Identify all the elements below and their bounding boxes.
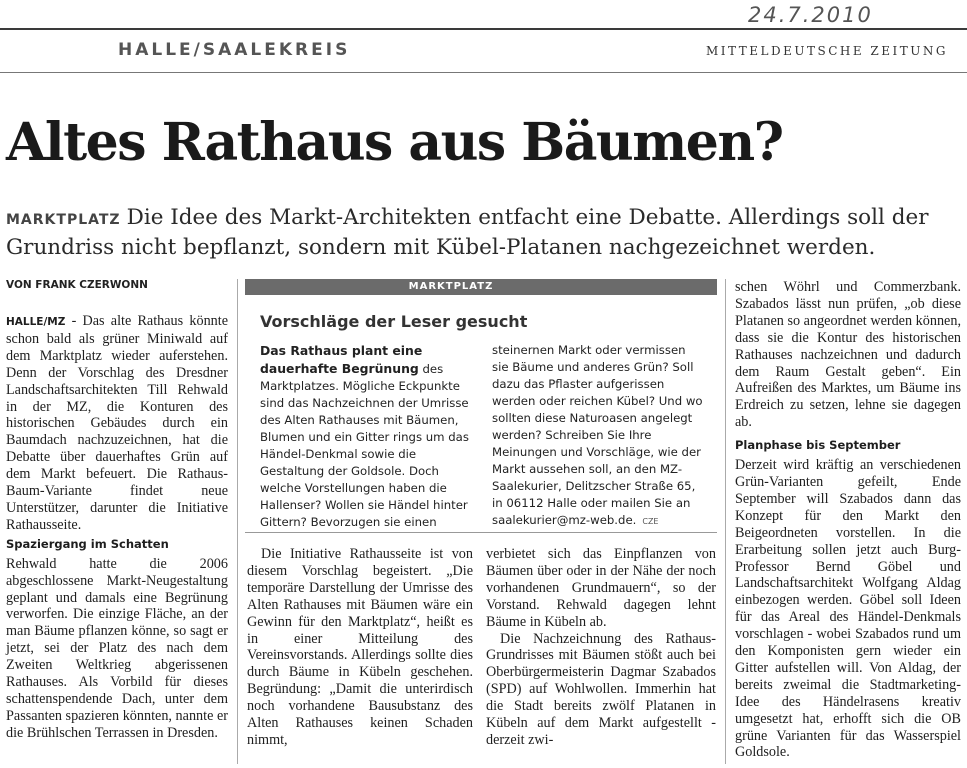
- dateline: HALLE/MZ: [6, 316, 66, 328]
- top-rule: [0, 28, 967, 30]
- infobox-bar: [245, 279, 717, 295]
- infobox-left-text: des Marktplatzes. Mögliche Eckpunkte sind das Nachzeichnen der Umrisse des Alten Rathauses mit Bäumen, Blumen und ein Gitter rings um das Händel-Denkmal sowie die Gestaltung der Goldsole. Doch welche Vorstellungen haben die Hallenser? Wollen sie Händel hinter Gittern? Bevorzugen sie einen: [260, 362, 469, 529]
- section-title: HALLE/SAALEKREIS: [118, 40, 351, 60]
- section-rule: [0, 72, 967, 73]
- col1-text: - Das alte Rathaus könnte schon bald als grüner Miniwald auf dem Marktplatz wieder auferstehen. Denn der Vorschlag des Dresdner Landschaftsarchitekten Till Rehwald in der MZ, die Konturen des historischen Gebäudes durch ein Baumdach nachzuzeichnen, hat die Debatte über dauerhaftes Grün auf dem Markt befeuert. Die Rathaus-Baum-Variante findet neue Unterstützer, darunter die Initiative Rathausseite.: [6, 313, 228, 533]
- byline: VON FRANK CZERWONN: [6, 279, 148, 291]
- column-divider-right: [725, 279, 726, 764]
- col4-paragraph-2: Derzeit wird kräftig an verschiedenen Grün-Varianten gefeilt, Ende September will Szabados dann das Konzept für den Markt den Beigeordneten vorstellen. In die Erarbeitung sollen jetzt auch Burg-Professor Bernd Göbel und Landschaftsarchitekt Wolfgang Aldag einbezogen werden. Göbel soll Ideen für das Areal des Händel-Denkmals vorschlagen - wobei Szabados rund um den Komponisten gern wieder ein Gitter aufstellen will. Von Aldag, der bereits zweimal die Stadtmarketing-Idee des Händelrasens kreativ umgesetzt hat, erhofft sich die OB grüne Varianten für das Wasserspiel Goldsole.: [735, 457, 961, 761]
- infobox-right-column: [492, 342, 704, 530]
- infobox-bar-label: MARKTPLATZ: [408, 281, 494, 292]
- col2-paragraph: Die Initiative Rathausseite ist von diesem Vorschlag begeistert. „Die temporäre Darstellung der Umrisse des Alten Rathauses mit Bäumen wäre ein Gewinn für den Marktplatz“, heißt es in einer Mitteilung des Vereinsvorstands. Allerdings sollte dies durch Bäume in Kübeln geschehen. Begründung: „Damit die unterirdisch noch vorhandene Bausubstanz des Alten Rathauses keinen Schaden nimmt,: [247, 546, 473, 748]
- col1-paragraph-1: [6, 313, 228, 534]
- col4-subheading: Planphase bis September: [735, 438, 901, 453]
- kicker: MARKTPLATZ: [6, 212, 121, 228]
- col1-subheading: Spaziergang im Schatten: [6, 536, 169, 551]
- infobox-left-column: [260, 342, 476, 531]
- handwritten-date: 24.7.2010: [748, 3, 873, 27]
- column-3: [486, 546, 716, 749]
- infobox-title: Vorschläge der Leser gesucht: [260, 312, 528, 331]
- subhead-text: Die Idee des Markt-Architekten entfacht eine Debatte. Allerdings soll der Grundriss nicht bepflanzt, sondern mit Kübel-Platanen nachgezeichnet werden.: [6, 205, 929, 260]
- headline: Altes Rathaus aus Bäumen?: [6, 112, 783, 173]
- column-4: [735, 279, 961, 761]
- column-1: [6, 313, 228, 742]
- col4-paragraph-1: schen Wöhrl und Commerzbank. Szabados lässt nun prüfen, „ob diese Platanen so angeordnet werden können, dass sie die Kontur des historischen Rathauses nachzeichnen und dadurch dem Raum Gestalt geben“. Ein Aufreißen des Marktes, um Bäume ins Erdreich zu setzen, lehne sie dagegen ab.: [735, 279, 961, 431]
- infobox-lead: Das Rathaus plant eine dauerhafte Begrünung: [260, 343, 423, 376]
- infobox-right-text: steinernen Markt oder vermissen sie Bäume und anderes Grün? Soll dazu das Pflaster aufgerissen werden oder reichen Kübel? Und wo sollten diese Naturoasen angelegt werden? Schreiben Sie Ihre Meinungen und Vorschläge, wie der Markt aussehen soll, an den MZ-Saalekurier, Delitzscher Straße 65, in 06112 Halle oder mailen Sie an saalekurier@mz-web.de.: [492, 343, 703, 527]
- column-divider: [237, 279, 238, 764]
- subheadline: [6, 204, 961, 261]
- col1-paragraph-2: Rehwald hatte die 2006 abgeschlossene Markt-Neugestaltung geplant und damals eine Begrünung verworfen. Die einzige Fläche, an der man Bäume pflanzen könne, so sagt er jetzt, sei der Platz des nach dem Zweiten Weltkrieg abgerissenen Rathauses. Als Vorbild für dieses schattenspendende Dach, unter dem Passanten spazieren könnten, nannte er die Brühlschen Terrassen in Dresden.: [6, 555, 228, 741]
- col3-paragraph-1: verbietet sich das Einpflanzen von Bäumen über oder in der Nähe der noch vorhandenen Grundmauern“, so der Vorstand. Rehwald dagegen lehnt Bäume in Kübeln ab.: [486, 546, 716, 630]
- newspaper-name: MITTELDEUTSCHE ZEITUNG: [706, 44, 948, 58]
- infobox-bottom-rule: [245, 532, 717, 533]
- col3-paragraph-2: Die Nachzeichnung des Rathaus-Grundrisses mit Bäumen stößt auch bei Oberbürgermeisterin Dagmar Szabados (SPD) auf Wohlwollen. Immerhin hat die Stadt bereits zwölf Platanen in Kübeln auf dem Markt aufgestellt - derzeit zwi-: [486, 630, 716, 748]
- infobox-signature: CZE: [642, 517, 659, 526]
- column-2: [247, 546, 473, 749]
